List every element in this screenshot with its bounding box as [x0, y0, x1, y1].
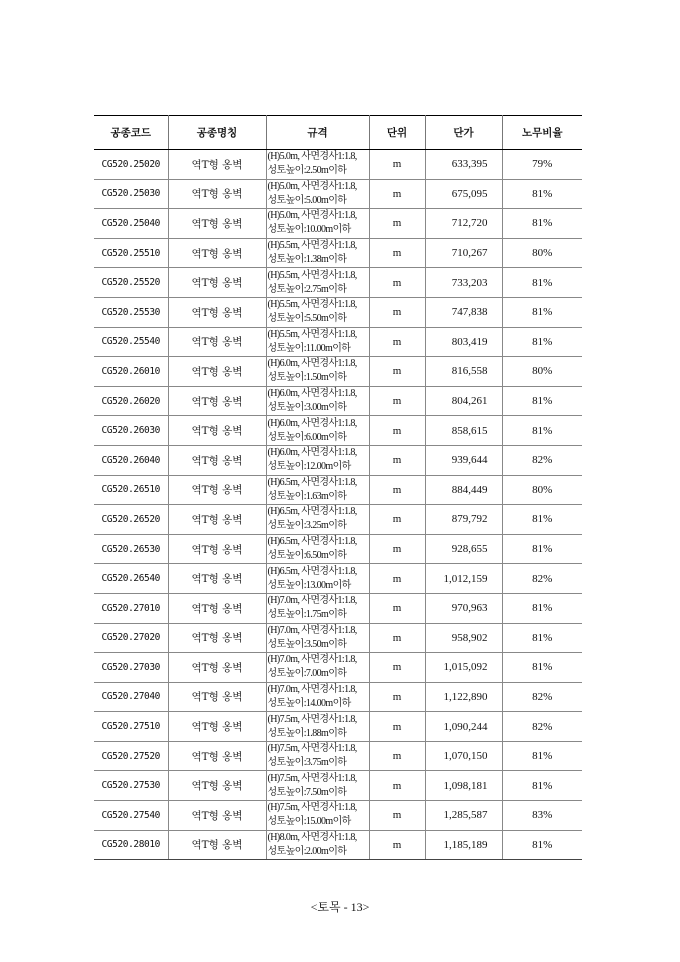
- spec-line-1: (H)7.5m, 사면경사1:1.8,: [267, 743, 357, 755]
- cell-labor-ratio: 81%: [502, 741, 582, 771]
- cell-spec: [266, 386, 369, 416]
- cell-unit: m: [369, 327, 425, 357]
- cell-price: 939,644: [425, 445, 502, 475]
- cell-price: 803,419: [425, 327, 502, 357]
- spec-line-1: (H)7.0m, 사면경사1:1.8,: [267, 595, 357, 607]
- cell-spec: [266, 150, 369, 180]
- spec-line-1: (H)6.0m, 사면경사1:1.8,: [267, 358, 357, 370]
- table-row: [94, 327, 582, 357]
- cell-price: 879,792: [425, 505, 502, 535]
- cell-spec: [266, 475, 369, 505]
- cell-unit: m: [369, 209, 425, 239]
- spec-line-2: 성토높이:5.50m이하: [267, 313, 347, 325]
- cell-price: 816,558: [425, 357, 502, 387]
- cell-price: 928,655: [425, 534, 502, 564]
- spec-line-2: 성토높이:11.00m이하: [267, 342, 351, 354]
- cell-spec: [266, 179, 369, 209]
- cell-labor-ratio: 80%: [502, 238, 582, 268]
- header-price: 단가: [425, 116, 502, 150]
- spec-line-1: (H)5.0m, 사면경사1:1.8,: [267, 151, 357, 163]
- cell-code: CG520.28010: [94, 830, 168, 860]
- cell-spec: [266, 593, 369, 623]
- cell-name: 역T형 옹벽: [168, 268, 266, 298]
- spec-line-1: (H)5.5m, 사면경사1:1.8,: [267, 328, 357, 340]
- table-row: [94, 416, 582, 446]
- cell-unit: m: [369, 238, 425, 268]
- cell-spec: [266, 653, 369, 683]
- cell-spec: [266, 445, 369, 475]
- cell-price: 1,098,181: [425, 771, 502, 801]
- cell-unit: m: [369, 357, 425, 387]
- cell-spec: [266, 830, 369, 860]
- page-number-footer: <토목 - 13>: [310, 900, 370, 914]
- cell-name: 역T형 옹벽: [168, 150, 266, 180]
- table-row: [94, 593, 582, 623]
- cell-labor-ratio: 81%: [502, 386, 582, 416]
- spec-line-1: (H)5.0m, 사면경사1:1.8,: [267, 210, 357, 222]
- cell-price: 1,285,587: [425, 801, 502, 831]
- cell-code: CG520.26510: [94, 475, 168, 505]
- cell-code: CG520.26010: [94, 357, 168, 387]
- cell-price: 958,902: [425, 623, 502, 653]
- cell-unit: m: [369, 505, 425, 535]
- cell-code: CG520.26540: [94, 564, 168, 594]
- spec-line-1: (H)6.5m, 사면경사1:1.8,: [267, 536, 357, 548]
- cell-price: 633,395: [425, 150, 502, 180]
- table-row: [94, 150, 582, 180]
- cell-unit: m: [369, 830, 425, 860]
- table-row: [94, 623, 582, 653]
- table-row: [94, 712, 582, 742]
- cell-price: 970,963: [425, 593, 502, 623]
- table-row: [94, 771, 582, 801]
- cell-unit: m: [369, 416, 425, 446]
- spec-line-2: 성토높이:2.50m이하: [267, 165, 347, 177]
- cell-unit: m: [369, 268, 425, 298]
- cell-code: CG520.25020: [94, 150, 168, 180]
- spec-line-2: 성토높이:2.00m이하: [267, 845, 347, 857]
- cell-unit: m: [369, 445, 425, 475]
- header-labor-ratio: 노무비율: [502, 116, 582, 150]
- spec-line-1: (H)7.0m, 사면경사1:1.8,: [267, 654, 357, 666]
- cell-name: 역T형 옹벽: [168, 505, 266, 535]
- table-row: [94, 445, 582, 475]
- spec-line-2: 성토높이:7.00m이하: [267, 668, 347, 680]
- spec-line-2: 성토높이:7.50m이하: [267, 786, 347, 798]
- cell-name: 역T형 옹벽: [168, 357, 266, 387]
- table-row: [94, 268, 582, 298]
- cell-code: CG520.25040: [94, 209, 168, 239]
- cell-code: CG520.27030: [94, 653, 168, 683]
- cell-spec: [266, 534, 369, 564]
- header-code: 공종코드: [94, 116, 168, 150]
- header-spec: 규격: [266, 116, 369, 150]
- spec-line-1: (H)6.5m, 사면경사1:1.8,: [267, 506, 357, 518]
- cell-unit: m: [369, 297, 425, 327]
- cell-price: 884,449: [425, 475, 502, 505]
- cell-labor-ratio: 82%: [502, 712, 582, 742]
- cell-labor-ratio: 81%: [502, 297, 582, 327]
- cell-code: CG520.26030: [94, 416, 168, 446]
- spec-line-1: (H)6.5m, 사면경사1:1.8,: [267, 565, 357, 577]
- cell-labor-ratio: 80%: [502, 357, 582, 387]
- cell-unit: m: [369, 179, 425, 209]
- cell-spec: [266, 771, 369, 801]
- cell-code: CG520.25030: [94, 179, 168, 209]
- spec-line-2: 성토높이:1.75m이하: [267, 609, 347, 621]
- cell-name: 역T형 옹벽: [168, 801, 266, 831]
- cell-price: 1,015,092: [425, 653, 502, 683]
- cell-labor-ratio: 81%: [502, 179, 582, 209]
- cell-labor-ratio: 81%: [502, 209, 582, 239]
- cell-price: 858,615: [425, 416, 502, 446]
- cell-name: 역T형 옹벽: [168, 386, 266, 416]
- spec-line-1: (H)6.5m, 사면경사1:1.8,: [267, 476, 357, 488]
- cell-spec: [266, 416, 369, 446]
- spec-line-2: 성토높이:13.00m이하: [267, 579, 351, 591]
- cell-code: CG520.27540: [94, 801, 168, 831]
- cell-name: 역T형 옹벽: [168, 238, 266, 268]
- table-row: [94, 653, 582, 683]
- cell-labor-ratio: 81%: [502, 416, 582, 446]
- table-row: [94, 801, 582, 831]
- cell-price: 1,090,244: [425, 712, 502, 742]
- cell-labor-ratio: 82%: [502, 564, 582, 594]
- spec-line-2: 성토높이:6.50m이하: [267, 550, 347, 562]
- cell-code: CG520.26040: [94, 445, 168, 475]
- cell-unit: m: [369, 534, 425, 564]
- table-row: [94, 357, 582, 387]
- cell-name: 역T형 옹벽: [168, 623, 266, 653]
- cell-price: 747,838: [425, 297, 502, 327]
- cell-code: CG520.25520: [94, 268, 168, 298]
- table-header-row: [94, 116, 582, 150]
- spec-line-2: 성토높이:3.00m이하: [267, 402, 347, 414]
- cell-name: 역T형 옹벽: [168, 327, 266, 357]
- cell-labor-ratio: 81%: [502, 653, 582, 683]
- cell-name: 역T형 옹벽: [168, 534, 266, 564]
- cell-labor-ratio: 79%: [502, 150, 582, 180]
- cell-labor-ratio: 82%: [502, 682, 582, 712]
- cell-labor-ratio: 80%: [502, 475, 582, 505]
- spec-line-2: 성토높이:1.38m이하: [267, 254, 347, 266]
- spec-line-1: (H)7.0m, 사면경사1:1.8,: [267, 624, 357, 636]
- cell-name: 역T형 옹벽: [168, 830, 266, 860]
- table-row: [94, 386, 582, 416]
- cell-unit: m: [369, 386, 425, 416]
- spec-line-2: 성토높이:12.00m이하: [267, 461, 351, 473]
- spec-line-1: (H)6.0m, 사면경사1:1.8,: [267, 447, 357, 459]
- spec-line-1: (H)7.5m, 사면경사1:1.8,: [267, 772, 357, 784]
- cell-code: CG520.26520: [94, 505, 168, 535]
- cell-unit: m: [369, 712, 425, 742]
- spec-line-2: 성토높이:10.00m이하: [267, 224, 351, 236]
- cell-unit: m: [369, 623, 425, 653]
- spec-line-2: 성토높이:3.75m이하: [267, 757, 347, 769]
- cell-labor-ratio: 81%: [502, 830, 582, 860]
- cell-name: 역T형 옹벽: [168, 593, 266, 623]
- cell-labor-ratio: 81%: [502, 534, 582, 564]
- cell-name: 역T형 옹벽: [168, 682, 266, 712]
- spec-line-1: (H)7.5m, 사면경사1:1.8,: [267, 713, 357, 725]
- cell-spec: [266, 209, 369, 239]
- table-row: [94, 564, 582, 594]
- table-row: [94, 534, 582, 564]
- spec-line-1: (H)5.0m, 사면경사1:1.8,: [267, 180, 357, 192]
- price-table-container: [94, 115, 582, 860]
- header-unit: 단위: [369, 116, 425, 150]
- cell-labor-ratio: 83%: [502, 801, 582, 831]
- table-row: [94, 741, 582, 771]
- spec-line-1: (H)5.5m, 사면경사1:1.8,: [267, 299, 357, 311]
- cell-code: CG520.25530: [94, 297, 168, 327]
- cell-spec: [266, 505, 369, 535]
- spec-line-1: (H)8.0m, 사면경사1:1.8,: [267, 831, 357, 843]
- cell-price: 1,012,159: [425, 564, 502, 594]
- cell-code: CG520.27040: [94, 682, 168, 712]
- cell-labor-ratio: 81%: [502, 327, 582, 357]
- cell-unit: m: [369, 771, 425, 801]
- cell-unit: m: [369, 564, 425, 594]
- spec-line-2: 성토높이:6.00m이하: [267, 431, 347, 443]
- cell-name: 역T형 옹벽: [168, 209, 266, 239]
- cell-code: CG520.26020: [94, 386, 168, 416]
- cell-code: CG520.27020: [94, 623, 168, 653]
- cell-price: 1,070,150: [425, 741, 502, 771]
- cell-spec: [266, 357, 369, 387]
- table-row: [94, 238, 582, 268]
- table-row: [94, 830, 582, 860]
- cell-name: 역T형 옹벽: [168, 445, 266, 475]
- cell-code: CG520.26530: [94, 534, 168, 564]
- spec-line-2: 성토높이:3.25m이하: [267, 520, 347, 532]
- spec-line-1: (H)7.5m, 사면경사1:1.8,: [267, 802, 357, 814]
- cell-labor-ratio: 81%: [502, 505, 582, 535]
- cell-name: 역T형 옹벽: [168, 179, 266, 209]
- table-row: [94, 682, 582, 712]
- cell-name: 역T형 옹벽: [168, 653, 266, 683]
- spec-line-2: 성토높이:14.00m이하: [267, 697, 351, 709]
- cell-code: CG520.25510: [94, 238, 168, 268]
- cell-code: CG520.27510: [94, 712, 168, 742]
- spec-line-2: 성토높이:3.50m이하: [267, 638, 347, 650]
- cell-spec: [266, 238, 369, 268]
- cell-price: 712,720: [425, 209, 502, 239]
- cell-spec: [266, 268, 369, 298]
- spec-line-2: 성토높이:5.00m이하: [267, 194, 347, 206]
- cell-unit: m: [369, 475, 425, 505]
- table-row: [94, 505, 582, 535]
- cell-spec: [266, 712, 369, 742]
- cell-spec: [266, 741, 369, 771]
- spec-line-2: 성토높이:2.75m이하: [267, 283, 347, 295]
- spec-line-1: (H)5.5m, 사면경사1:1.8,: [267, 240, 357, 252]
- cell-price: 675,095: [425, 179, 502, 209]
- cell-name: 역T형 옹벽: [168, 564, 266, 594]
- spec-line-2: 성토높이:1.63m이하: [267, 490, 347, 502]
- cell-price: 804,261: [425, 386, 502, 416]
- cell-code: CG520.27010: [94, 593, 168, 623]
- cell-price: 1,185,189: [425, 830, 502, 860]
- cell-unit: m: [369, 801, 425, 831]
- cell-name: 역T형 옹벽: [168, 297, 266, 327]
- cell-unit: m: [369, 653, 425, 683]
- spec-line-2: 성토높이:1.50m이하: [267, 372, 347, 384]
- cell-spec: [266, 327, 369, 357]
- spec-line-2: 성토높이:15.00m이하: [267, 816, 351, 828]
- cell-labor-ratio: 81%: [502, 268, 582, 298]
- cell-name: 역T형 옹벽: [168, 771, 266, 801]
- spec-line-1: (H)7.0m, 사면경사1:1.8,: [267, 683, 357, 695]
- cell-code: CG520.27520: [94, 741, 168, 771]
- cell-name: 역T형 옹벽: [168, 712, 266, 742]
- cell-spec: [266, 297, 369, 327]
- cell-labor-ratio: 81%: [502, 771, 582, 801]
- cell-price: 733,203: [425, 268, 502, 298]
- cell-labor-ratio: 81%: [502, 593, 582, 623]
- cell-spec: [266, 564, 369, 594]
- table-row: [94, 297, 582, 327]
- cell-spec: [266, 623, 369, 653]
- cell-price: 1,122,890: [425, 682, 502, 712]
- spec-line-1: (H)5.5m, 사면경사1:1.8,: [267, 269, 357, 281]
- cell-unit: m: [369, 593, 425, 623]
- cell-code: CG520.25540: [94, 327, 168, 357]
- table-row: [94, 475, 582, 505]
- table-row: [94, 179, 582, 209]
- spec-line-2: 성토높이:1.88m이하: [267, 727, 347, 739]
- table-row: [94, 209, 582, 239]
- header-name: 공종명칭: [168, 116, 266, 150]
- cell-price: 710,267: [425, 238, 502, 268]
- cell-name: 역T형 옹벽: [168, 416, 266, 446]
- cell-spec: [266, 801, 369, 831]
- cell-spec: [266, 682, 369, 712]
- cell-name: 역T형 옹벽: [168, 475, 266, 505]
- cell-labor-ratio: 81%: [502, 623, 582, 653]
- cell-unit: m: [369, 682, 425, 712]
- cell-unit: m: [369, 741, 425, 771]
- spec-line-1: (H)6.0m, 사면경사1:1.8,: [267, 417, 357, 429]
- cell-name: 역T형 옹벽: [168, 741, 266, 771]
- cell-unit: m: [369, 150, 425, 180]
- cell-labor-ratio: 82%: [502, 445, 582, 475]
- spec-line-1: (H)6.0m, 사면경사1:1.8,: [267, 388, 357, 400]
- cell-code: CG520.27530: [94, 771, 168, 801]
- price-table: [94, 115, 582, 860]
